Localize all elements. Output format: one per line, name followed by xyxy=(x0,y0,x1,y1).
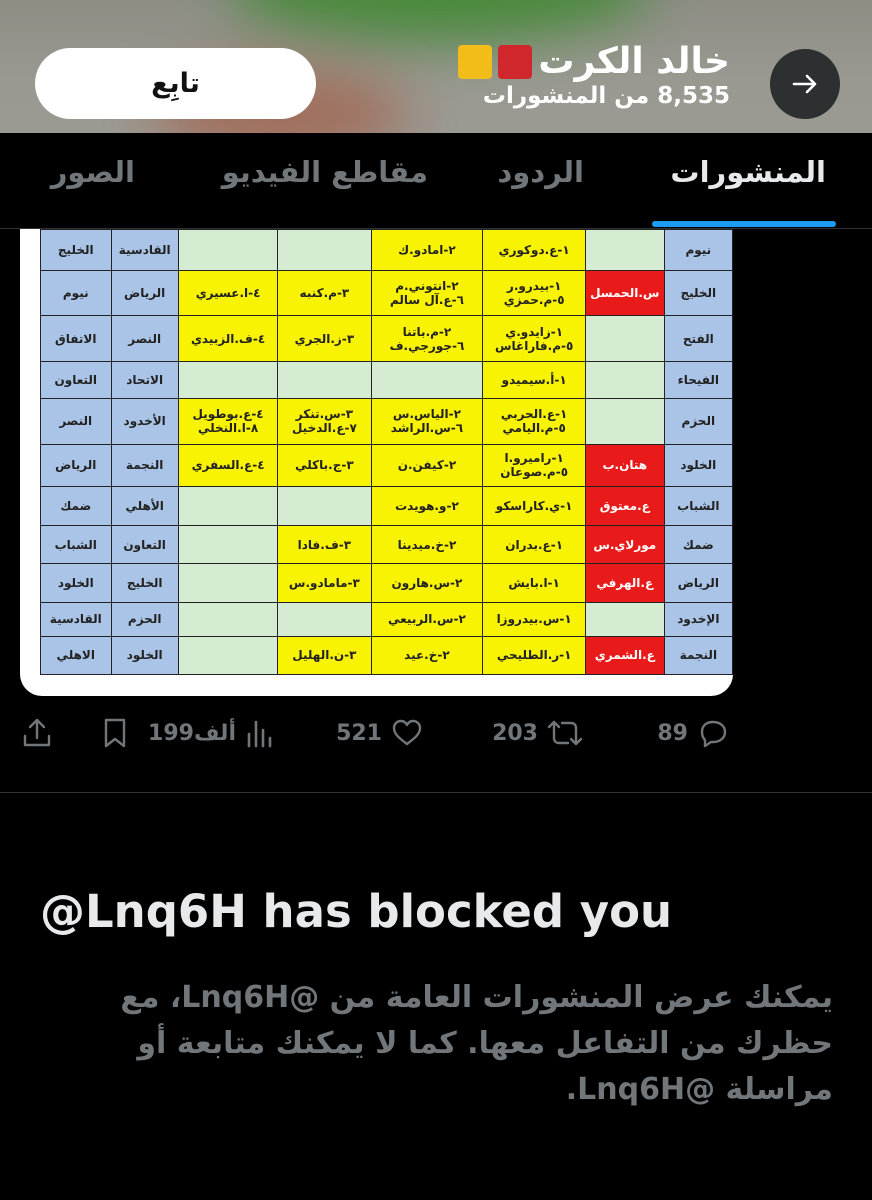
team-cell xyxy=(41,486,112,525)
suspended-player-cell xyxy=(585,271,664,316)
schedule-cell xyxy=(371,398,483,445)
schedule-row xyxy=(41,486,733,525)
repost-icon xyxy=(546,716,584,750)
schedule-cell xyxy=(483,398,586,445)
cell-text: ١-ر.الطليحي xyxy=(496,648,572,663)
schedule-cell xyxy=(371,602,483,636)
cell-text: ٤-ف.الزبيدي xyxy=(190,331,266,346)
schedule-row xyxy=(41,445,733,486)
heart-icon xyxy=(390,716,424,750)
team-cell xyxy=(41,362,112,398)
cell-text: ٢-انتوني.م xyxy=(395,279,459,294)
schedule-cell xyxy=(483,636,586,674)
profile-tabs xyxy=(0,133,872,229)
cell-text: الاهلي xyxy=(56,648,95,663)
suspended-player-cell xyxy=(585,525,664,563)
team-cell xyxy=(111,315,178,362)
cell-text: ١-ع.بدران xyxy=(505,537,564,552)
schedule-cell xyxy=(178,398,277,445)
team-cell xyxy=(41,398,112,445)
schedule-cell xyxy=(371,564,483,602)
team-cell xyxy=(111,525,178,563)
cell-text-second-line: ٥-م.اليامي xyxy=(502,421,566,436)
schedule-row xyxy=(41,602,733,636)
cell-text: النصر xyxy=(59,414,93,429)
schedule-cell xyxy=(278,362,371,398)
schedule-cell xyxy=(483,445,586,486)
schedule-cell xyxy=(278,486,371,525)
cell-text: ٢-خ.عيد xyxy=(404,648,450,663)
team-cell xyxy=(664,564,732,602)
post-image[interactable] xyxy=(20,229,733,696)
cell-text-second-line: ٦-جورجي.ف xyxy=(389,338,465,353)
cell-text: نيوم xyxy=(685,243,712,258)
team-cell xyxy=(664,315,732,362)
cell-text: ٢-و.هويدت xyxy=(395,498,459,513)
schedule-cell xyxy=(278,271,371,316)
schedule-cell xyxy=(585,602,664,636)
schedule-cell xyxy=(278,445,371,486)
profile-header xyxy=(0,0,872,133)
schedule-cell xyxy=(585,230,664,271)
schedule-row xyxy=(41,230,733,271)
cell-text: ع.معتوق xyxy=(599,498,650,513)
cell-text: ٤-ا.عسيري xyxy=(195,286,261,301)
team-cell xyxy=(664,230,732,271)
cell-text: الرياض xyxy=(55,458,97,473)
like-button[interactable] xyxy=(336,716,424,750)
cell-text: الاتحاد xyxy=(126,373,164,388)
cell-text: ١-ي.كاراسكو xyxy=(495,498,573,513)
cell-text: التعاون xyxy=(123,537,166,552)
cell-text: الرياض xyxy=(124,286,166,301)
tab-videos[interactable]: مقاطع الفيديو xyxy=(221,155,428,189)
team-cell xyxy=(111,230,178,271)
schedule-cell xyxy=(371,445,483,486)
cell-text: الخليج xyxy=(57,243,94,258)
bookmark-icon xyxy=(100,716,130,750)
schedule-cell xyxy=(483,362,586,398)
team-cell xyxy=(664,525,732,563)
red-square-icon xyxy=(498,45,532,79)
schedule-table xyxy=(40,229,733,675)
active-tab-indicator xyxy=(652,221,836,227)
cell-text: ١-س.بيدروزا xyxy=(496,612,572,627)
reply-icon xyxy=(696,716,730,750)
cell-text: القادسية xyxy=(49,612,102,627)
share-icon xyxy=(20,716,54,750)
schedule-cell xyxy=(585,398,664,445)
cell-text: ٢-كيفن.ن xyxy=(397,458,457,473)
cell-text: مورلاي.س xyxy=(593,537,657,552)
schedule-cell xyxy=(178,271,277,316)
reply-count: 89 xyxy=(657,720,688,746)
posts-count: 8,535 من المنشورات xyxy=(482,83,730,109)
team-cell xyxy=(111,362,178,398)
cell-text: هتان.ب xyxy=(602,458,648,473)
cell-text: ١-أ.سيميدو xyxy=(501,373,567,388)
schedule-cell xyxy=(178,445,277,486)
cell-text: ضمك xyxy=(60,498,92,513)
schedule-row xyxy=(41,636,733,674)
schedule-cell xyxy=(278,525,371,563)
team-cell xyxy=(111,564,178,602)
cell-text: ٣-ف.فادا xyxy=(297,537,352,552)
cell-text: الحزم xyxy=(681,414,716,429)
schedule-row xyxy=(41,271,733,316)
cell-text: ٤-ع.بوطويل xyxy=(192,407,264,422)
team-cell xyxy=(664,271,732,316)
cell-text: ١-راميرو.ا xyxy=(504,451,564,466)
team-cell xyxy=(41,230,112,271)
cell-text-second-line: ٥-م.صوعان xyxy=(500,465,569,480)
schedule-cell xyxy=(483,230,586,271)
schedule-cell xyxy=(483,564,586,602)
cell-text: ٢-س.هارون xyxy=(391,575,463,590)
team-cell xyxy=(41,636,112,674)
team-cell xyxy=(664,398,732,445)
cell-text-second-line: ٦-س.الراشد xyxy=(390,421,464,436)
like-count: 521 xyxy=(336,720,382,746)
follow-button[interactable]: تابِع xyxy=(35,48,316,119)
cell-text: نيوم xyxy=(62,286,89,301)
schedule-cell xyxy=(278,230,371,271)
team-cell xyxy=(41,564,112,602)
team-cell xyxy=(664,602,732,636)
cell-text: ٢-م.باتنا xyxy=(402,324,452,339)
repost-button[interactable] xyxy=(492,716,584,750)
repost-count: 203 xyxy=(492,720,538,746)
cell-text: س.الحمسل xyxy=(590,286,660,301)
cell-text: ٣-س.تنكر xyxy=(295,407,354,422)
cell-text: ع.الهرفي xyxy=(596,575,654,590)
cell-text: الشباب xyxy=(54,537,97,552)
section-divider xyxy=(0,792,872,793)
tab-replies[interactable]: الردود xyxy=(497,155,584,189)
team-cell xyxy=(111,602,178,636)
cell-text: ١-بيدرو.ر xyxy=(506,279,562,294)
cell-text: ١-ع.الحربي xyxy=(500,407,568,422)
tab-posts[interactable]: المنشورات xyxy=(670,155,826,189)
suspended-player-cell xyxy=(585,636,664,674)
schedule-cell xyxy=(483,315,586,362)
schedule-cell xyxy=(178,564,277,602)
schedule-row xyxy=(41,315,733,362)
cell-text: الخلود xyxy=(680,458,717,473)
schedule-cell xyxy=(178,636,277,674)
schedule-cell xyxy=(278,602,371,636)
cell-text: الشباب xyxy=(677,498,720,513)
cell-text: الإخدود xyxy=(677,612,720,627)
cell-text: ضمك xyxy=(682,537,714,552)
suspended-player-cell xyxy=(585,486,664,525)
cell-text: الأهلي xyxy=(125,498,164,513)
team-cell xyxy=(41,602,112,636)
schedule-cell xyxy=(178,362,277,398)
cell-text: الاتفاق xyxy=(55,331,97,346)
cell-text-second-line: ٨-ا.النخلي xyxy=(197,421,259,436)
schedule-row xyxy=(41,525,733,563)
cell-text: ع.الشمري xyxy=(594,648,655,663)
blocked-message: يمكنك عرض المنشورات العامة من @Lnq6H، مع حظرك من التفاعل معها. كما لا يمكنك متابعة أو مراسلة @Lnq6H. xyxy=(120,980,833,1107)
share-button[interactable] xyxy=(20,716,54,750)
cell-text: ٣-ن.الهليل xyxy=(292,648,357,663)
post-actions xyxy=(0,710,872,758)
schedule-cell xyxy=(278,636,371,674)
cell-text: ١-زايدو.ي xyxy=(505,324,564,339)
schedule-cell xyxy=(371,362,483,398)
schedule-cell xyxy=(483,525,586,563)
team-cell xyxy=(111,271,178,316)
cell-text: ٢-الياس.س xyxy=(392,407,461,422)
schedule-cell xyxy=(371,525,483,563)
views-icon xyxy=(244,716,276,750)
arrow-right-icon xyxy=(790,69,820,99)
cell-text: ٣-ز.الجري xyxy=(294,331,355,346)
schedule-row xyxy=(41,564,733,602)
cell-text: القادسية xyxy=(118,243,171,258)
reply-button[interactable] xyxy=(657,716,730,750)
cell-text-second-line: ٥-م.حمزي xyxy=(503,293,565,308)
profile-name: خالد الكرت xyxy=(538,41,730,82)
views-count: 199ألف xyxy=(148,720,236,746)
schedule-cell xyxy=(371,636,483,674)
schedule-cell xyxy=(483,602,586,636)
schedule-cell xyxy=(178,602,277,636)
schedule-row xyxy=(41,362,733,398)
schedule-cell xyxy=(178,315,277,362)
schedule-cell xyxy=(371,315,483,362)
suspended-player-cell xyxy=(585,564,664,602)
cell-text: ١-ا.بايش xyxy=(508,575,560,590)
cell-text: الفتح xyxy=(682,331,714,346)
cell-text: الخلود xyxy=(126,648,163,663)
cell-text: الأخدود xyxy=(123,414,166,429)
cell-text: الحزم xyxy=(127,612,162,627)
team-cell xyxy=(664,636,732,674)
schedule-cell xyxy=(278,564,371,602)
views-button[interactable] xyxy=(148,716,276,750)
profile-name-block xyxy=(458,40,730,110)
schedule-cell xyxy=(178,525,277,563)
yellow-square-icon xyxy=(458,45,492,79)
cell-text: ٣-ج.باكلي xyxy=(295,458,354,473)
cell-text: النصر xyxy=(128,331,162,346)
schedule-cell xyxy=(278,398,371,445)
cell-text-second-line: ٦-ع.آل سالم xyxy=(389,293,464,308)
cell-text: الفيحاء xyxy=(677,373,720,388)
cell-text: الخليج xyxy=(126,575,163,590)
banner-blur xyxy=(230,0,650,40)
cell-text: ٤-ع.السفري xyxy=(191,458,265,473)
cell-text: النجمة xyxy=(125,458,164,473)
schedule-cell xyxy=(178,230,277,271)
cell-text: ٣-م.كنبه xyxy=(299,286,350,301)
schedule-cell xyxy=(585,315,664,362)
cell-text: ٢-خ.ميدينا xyxy=(397,537,457,552)
schedule-cell xyxy=(371,486,483,525)
cell-text: ٢-س.الربيعي xyxy=(388,612,466,627)
team-cell xyxy=(111,636,178,674)
schedule-cell xyxy=(371,230,483,271)
schedule-cell xyxy=(585,362,664,398)
cell-text-second-line: ٧-ع.الدخيل xyxy=(291,421,357,436)
team-cell xyxy=(111,398,178,445)
cell-text: ٣-مامادو.س xyxy=(288,575,360,590)
schedule-row xyxy=(41,398,733,445)
schedule-cell xyxy=(483,271,586,316)
team-cell xyxy=(41,271,112,316)
cell-text: ٢-امادو.ك xyxy=(398,243,456,258)
cell-text: النجمة xyxy=(679,648,718,663)
cell-text: التعاون xyxy=(54,373,97,388)
team-cell xyxy=(664,362,732,398)
team-cell xyxy=(111,445,178,486)
schedule-cell xyxy=(483,486,586,525)
team-cell xyxy=(664,445,732,486)
schedule-cell xyxy=(371,271,483,316)
team-cell xyxy=(41,525,112,563)
schedule-cell xyxy=(178,486,277,525)
cell-text: الخلود xyxy=(57,575,94,590)
team-cell xyxy=(41,315,112,362)
cell-text: ١-ع.دوكوري xyxy=(498,243,570,258)
team-cell xyxy=(111,486,178,525)
suspended-player-cell xyxy=(585,445,664,486)
tab-photos[interactable]: الصور xyxy=(50,155,135,189)
blocked-title: @Lnq6H has blocked you xyxy=(40,885,673,938)
back-button[interactable] xyxy=(770,49,840,119)
cell-text: الرياض xyxy=(677,575,719,590)
cell-text-second-line: ٥-م.فاراغاس xyxy=(494,338,574,353)
bookmark-button[interactable] xyxy=(100,716,130,750)
team-cell xyxy=(41,445,112,486)
schedule-cell xyxy=(278,315,371,362)
cell-text: الخليج xyxy=(680,286,717,301)
team-cell xyxy=(664,486,732,525)
